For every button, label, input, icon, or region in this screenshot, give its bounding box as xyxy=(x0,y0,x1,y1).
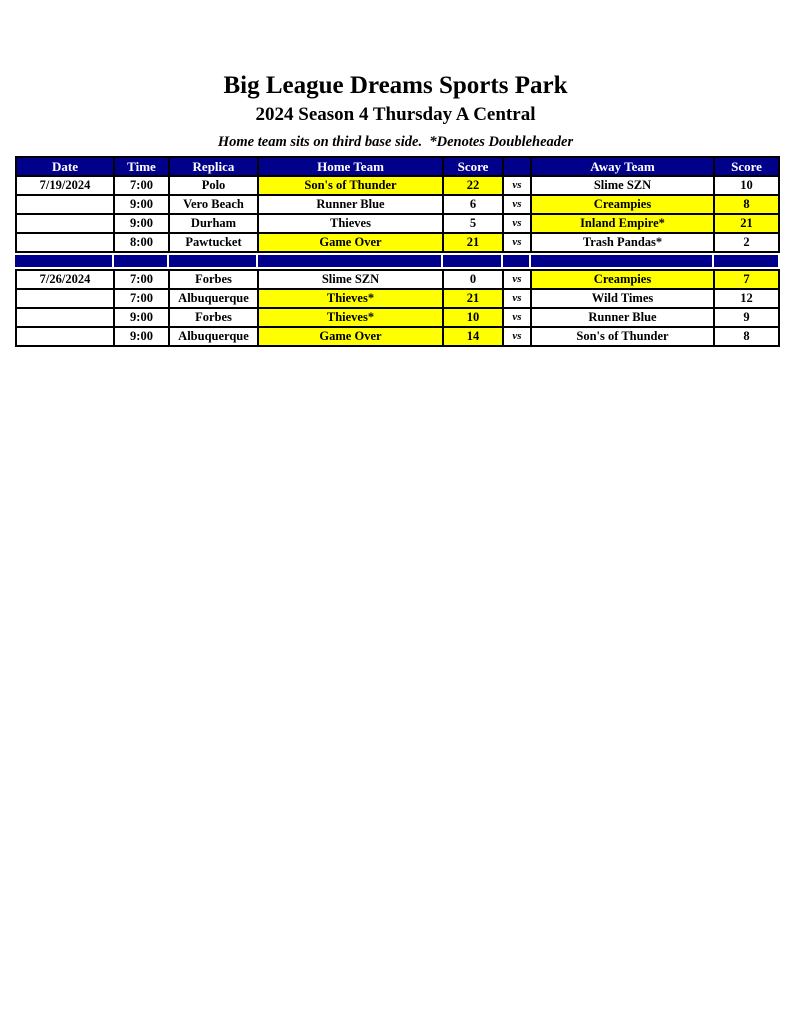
away-team-cell: Creampies xyxy=(531,195,714,214)
header-row xyxy=(16,157,779,176)
vs-label: vs xyxy=(503,195,531,214)
replica-cell: Durham xyxy=(169,214,258,233)
away-team-cell: Inland Empire* xyxy=(531,214,714,233)
schedule-table-week2 xyxy=(15,269,780,347)
away-score-cell: 8 xyxy=(714,327,779,346)
time-cell: 7:00 xyxy=(114,289,169,308)
replica-cell: Vero Beach xyxy=(169,195,258,214)
replica-cell: Forbes xyxy=(169,308,258,327)
time-cell: 9:00 xyxy=(114,327,169,346)
schedule-table-week1 xyxy=(15,156,780,253)
home-score-cell: 6 xyxy=(443,195,503,214)
away-score-cell: 8 xyxy=(714,195,779,214)
col-header-time: Time xyxy=(114,157,169,176)
replica-cell: Albuquerque xyxy=(169,289,258,308)
home-team-cell: Game Over xyxy=(258,233,443,252)
replica-cell: Forbes xyxy=(169,270,258,289)
replica-cell: Polo xyxy=(169,176,258,195)
separator-divider xyxy=(112,255,114,267)
away-score-cell: 9 xyxy=(714,308,779,327)
separator-divider xyxy=(501,255,503,267)
vs-label: vs xyxy=(503,289,531,308)
col-header-date: Date xyxy=(16,157,114,176)
date-cell xyxy=(16,233,114,252)
separator-divider xyxy=(441,255,443,267)
col-header-away-team: Away Team xyxy=(531,157,714,176)
game-row xyxy=(16,176,779,195)
home-score-cell: 21 xyxy=(443,289,503,308)
date-group-separator xyxy=(15,255,778,267)
away-score-cell: 12 xyxy=(714,289,779,308)
col-header-away-score: Score xyxy=(714,157,779,176)
home-team-cell: Runner Blue xyxy=(258,195,443,214)
date-cell xyxy=(16,214,114,233)
home-team-cell: Thieves xyxy=(258,214,443,233)
home-team-cell: Slime SZN xyxy=(258,270,443,289)
date-cell xyxy=(16,308,114,327)
replica-cell: Albuquerque xyxy=(169,327,258,346)
home-score-cell: 22 xyxy=(443,176,503,195)
away-team-cell: Son's of Thunder xyxy=(531,327,714,346)
separator-divider xyxy=(256,255,258,267)
vs-label: vs xyxy=(503,270,531,289)
date-cell: 7/19/2024 xyxy=(16,176,114,195)
away-score-cell: 2 xyxy=(714,233,779,252)
away-score-cell: 21 xyxy=(714,214,779,233)
col-header-home-score: Score xyxy=(443,157,503,176)
date-cell xyxy=(16,327,114,346)
away-team-cell: Slime SZN xyxy=(531,176,714,195)
page-subtitle: 2024 Season 4 Thursday A Central xyxy=(255,104,536,125)
vs-label: vs xyxy=(503,214,531,233)
vs-label: vs xyxy=(503,176,531,195)
vs-label: vs xyxy=(503,308,531,327)
date-cell xyxy=(16,289,114,308)
game-row xyxy=(16,270,779,289)
game-row xyxy=(16,214,779,233)
game-row xyxy=(16,233,779,252)
home-score-cell: 14 xyxy=(443,327,503,346)
time-cell: 7:00 xyxy=(114,270,169,289)
home-score-cell: 5 xyxy=(443,214,503,233)
time-cell: 9:00 xyxy=(114,308,169,327)
date-cell: 7/26/2024 xyxy=(16,270,114,289)
home-team-cell: Game Over xyxy=(258,327,443,346)
game-row xyxy=(16,327,779,346)
date-cell xyxy=(16,195,114,214)
game-row xyxy=(16,289,779,308)
home-team-note: Home team sits on third base side. *Denotes Doubleheader xyxy=(217,134,574,150)
replica-cell: Pawtucket xyxy=(169,233,258,252)
away-team-cell: Wild Times xyxy=(531,289,714,308)
away-team-cell: Creampies xyxy=(531,270,714,289)
home-team-cell: Son's of Thunder xyxy=(258,176,443,195)
vs-label: vs xyxy=(503,233,531,252)
time-cell: 7:00 xyxy=(114,176,169,195)
away-score-cell: 10 xyxy=(714,176,779,195)
col-header-vs xyxy=(503,157,531,176)
home-score-cell: 21 xyxy=(443,233,503,252)
col-header-replica: Replica xyxy=(169,157,258,176)
time-cell: 9:00 xyxy=(114,195,169,214)
away-score-cell: 7 xyxy=(714,270,779,289)
home-team-cell: Thieves* xyxy=(258,308,443,327)
game-row xyxy=(16,308,779,327)
away-team-cell: Runner Blue xyxy=(531,308,714,327)
separator-divider xyxy=(167,255,169,267)
home-team-cell: Thieves* xyxy=(258,289,443,308)
time-cell: 8:00 xyxy=(114,233,169,252)
away-team-cell: Trash Pandas* xyxy=(531,233,714,252)
game-row xyxy=(16,195,779,214)
time-cell: 9:00 xyxy=(114,214,169,233)
separator-divider xyxy=(529,255,531,267)
separator-divider xyxy=(712,255,714,267)
col-header-home-team: Home Team xyxy=(258,157,443,176)
home-score-cell: 10 xyxy=(443,308,503,327)
vs-label: vs xyxy=(503,327,531,346)
page-title: Big League Dreams Sports Park xyxy=(223,72,568,99)
home-score-cell: 0 xyxy=(443,270,503,289)
